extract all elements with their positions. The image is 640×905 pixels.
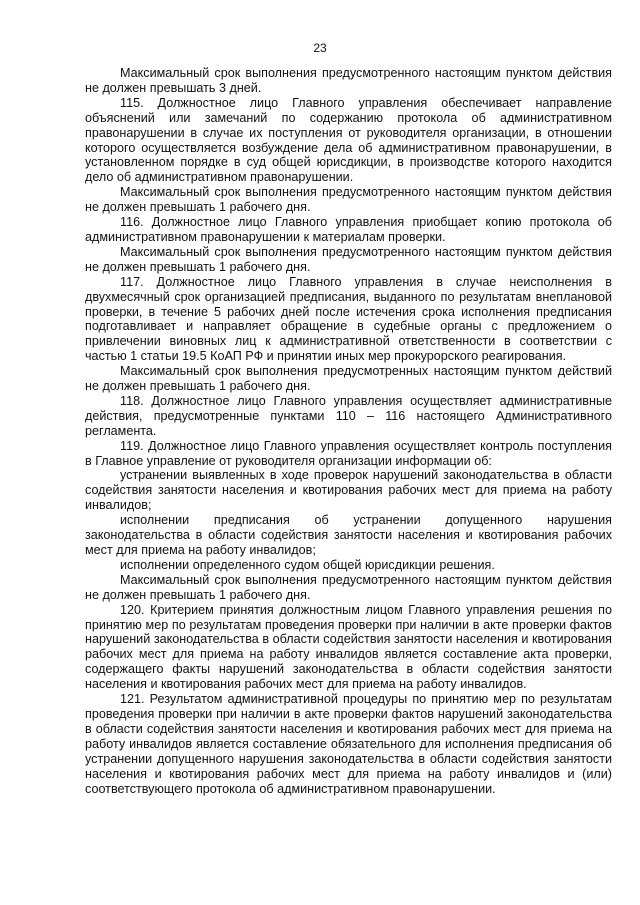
document-body — [85, 66, 612, 796]
paragraph-item-119: 119. Должностное лицо Главного управления осуществляет контроль поступления в Главное управление от руководителя организации информации об: — [85, 438, 612, 468]
paragraph-item-115: 115. Должностное лицо Главного управления обеспечивает направление объяснений или замечаний по содержанию протокола об административном правонарушении в случае их поступления от руководителя организации, в отношении которого осуществляется возбуждение дела об административном правонарушении, в установленном порядке в суд общей юрисдикции, в производстве которого находится дело об административном правонарушении. — [85, 95, 612, 185]
paragraph-deadline-3-days: Максимальный срок выполнения предусмотренного настоящим пунктом действия не должен превышать 3 дней. — [85, 66, 612, 95]
page-number: 23 — [313, 41, 327, 55]
paragraph-119-subitem-2: исполнении предписания об устранении допущенного нарушения законодательства в области содействия занятости населения и квотирования рабочих мест для приема на работу инвалидов; — [85, 513, 612, 557]
paragraph-item-116: 116. Должностное лицо Главного управления приобщает копию протокола об административном правонарушении к материалам проверки. — [85, 215, 612, 244]
paragraph-deadline-117: Максимальный срок выполнения предусмотренных настоящим пунктом действий не должен превышать 1 рабочего дня. — [85, 364, 612, 394]
paragraph-119-subitem-3: исполнении определенного судом общей юрисдикции решения. — [120, 557, 495, 572]
paragraph-item-117: 117. Должностное лицо Главного управления в случае неисполнения в двухмесячный срок организацией предписания, выданного по результатам внеплановой проверки, в течение 5 рабочих дней после истечения срока исполнения предписания подготавливает и направляет обращение в судебные органы с предложением о привлечении виновных лиц к административной ответственности в соответствии с частью 1 статьи 19.5 КоАП РФ и принятии иных мер прокурорского реагирования. — [85, 274, 612, 364]
paragraph-item-121: 121. Результатом административной процедуры по принятию мер по результатам проведения проверки при наличии в акте проверки фактов нарушений законодательства в области содействия занятости населения и квотирования рабочих мест для приема на работу инвалидов является составление обязательного для исполнения предписания об устранении допущенного нарушения законодательства в области содействия занятости населения и квотирования рабочих мест для приема на работу инвалидов и (или) соответствующего протокола об административном правонарушении. — [85, 692, 612, 796]
paragraph-deadline-115: Максимальный срок выполнения предусмотренного настоящим пунктом действия не должен превышать 1 рабочего дня. — [85, 185, 612, 215]
paragraph-item-118: 118. Должностное лицо Главного управления осуществляет административные действия, предусмотренные пунктами 110 – 116 настоящего Административного регламента. — [85, 393, 612, 438]
paragraph-deadline-119: Максимальный срок выполнения предусмотренного настоящим пунктом действия не должен превышать 1 рабочего дня. — [85, 572, 612, 602]
paragraph-119-subitem-1: устранении выявленных в ходе проверок нарушений законодательства в области содействия занятости населения и квотирования рабочих мест для приема на работу инвалидов; — [85, 468, 612, 513]
paragraph-item-120: 120. Критерием принятия должностным лицом Главного управления решения по принятию мер по результатам проведения проверки при наличии в акте проверки фактов нарушений законодательства в области содействия занятости населения и квотирования рабочих мест для приема на работу инвалидов является составление акта проверки, содержащего факты нарушений законодательства в области содействия занятости населения и квотирования рабочих мест для приема на работу инвалидов. — [85, 602, 612, 692]
paragraph-deadline-116: Максимальный срок выполнения предусмотренного настоящим пунктом действия не должен превышать 1 рабочего дня. — [85, 244, 612, 274]
